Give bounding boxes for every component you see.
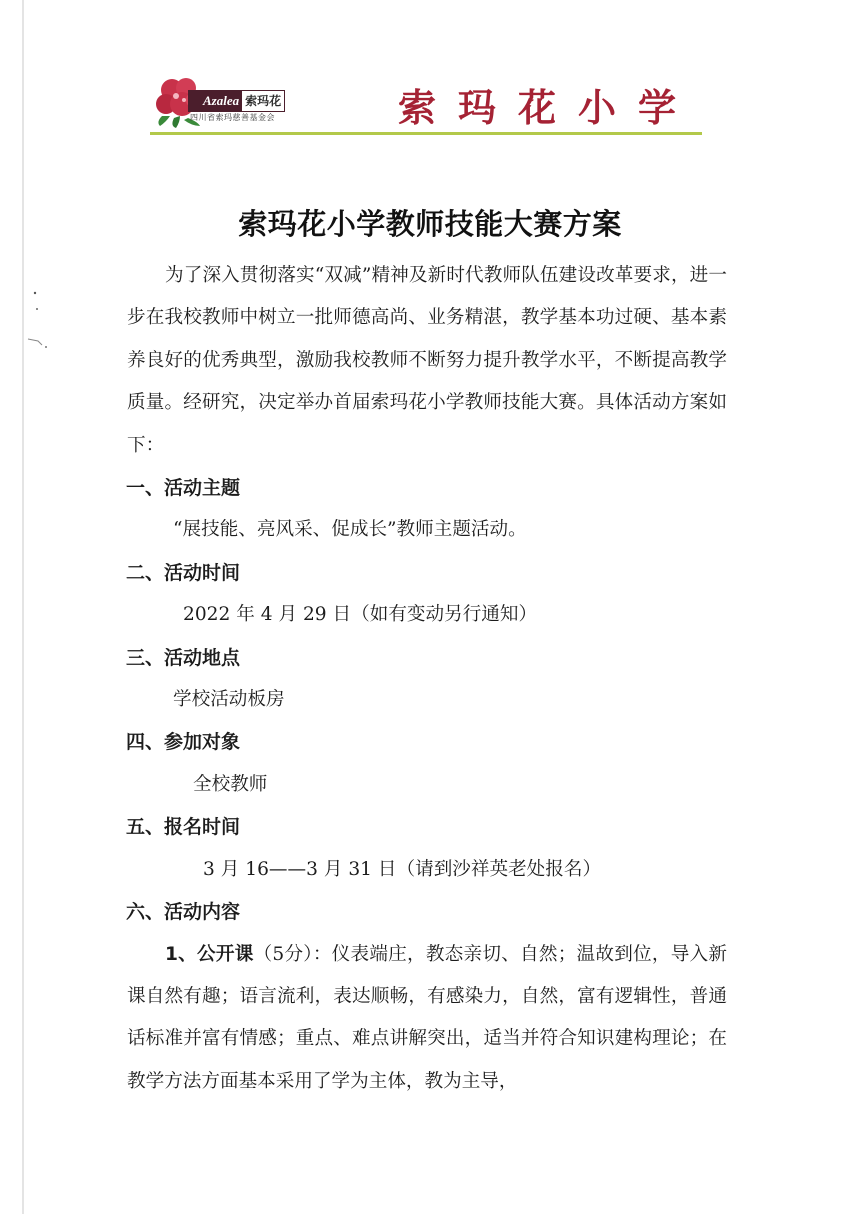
section-heading-content: 六、活动内容 xyxy=(126,901,241,924)
section-heading-participants: 四、参加对象 xyxy=(126,731,241,754)
logo-foundation-name: 四川省索玛慈善基金会 xyxy=(190,113,275,122)
section-text-place: 学校活动板房 xyxy=(173,689,285,711)
content-item-score: （5分） xyxy=(253,943,313,965)
scan-specks xyxy=(24,285,64,365)
section-text-theme: “展技能、亮风采、促成长”教师主题活动。 xyxy=(173,519,527,541)
section-heading-place: 三、活动地点 xyxy=(126,646,241,669)
logo-brand-chinese: 索玛花 xyxy=(242,91,284,111)
scan-page-edge xyxy=(22,0,24,1214)
school-logo xyxy=(150,72,295,130)
section-heading-registration: 五、报名时间 xyxy=(126,816,241,839)
content-item-open-class xyxy=(127,934,727,1104)
section-text-registration: 3 月 16——3 月 31 日（请到沙祥英老处报名） xyxy=(203,858,602,880)
logo-brand-english: Azalea xyxy=(189,91,242,111)
section-heading-time: 二、活动时间 xyxy=(126,561,241,584)
section-heading-theme: 一、活动主题 xyxy=(126,477,241,500)
section-text-participants: 全校教师 xyxy=(193,773,268,795)
school-name: 索玛花小学 xyxy=(397,85,698,130)
letterhead xyxy=(150,70,702,142)
letterhead-rule xyxy=(150,132,702,135)
section-text-time: 2022 年 4 月 29 日（如有变动另行通知） xyxy=(183,604,538,626)
intro-paragraph: 为了深入贯彻落实“双减”精神及新时代教师队伍建设改革要求，进一步在我校教师中树立一批师德高尚、业务精湛，教学基本功过硬、基本素养良好的优秀典型，激励我校教师不断努力提升教学水平，不断提高教学质量。经研究，决定举办首届索玛花小学教师技能大赛。具体活动方案如下： xyxy=(127,265,727,456)
document-title: 索玛花小学教师技能大赛方案 xyxy=(238,207,622,242)
document-body xyxy=(127,255,727,1103)
content-item-lead: 1、公开课 xyxy=(165,943,254,965)
content-item-text: ：仪表端庄，教态亲切、自然；温故到位，导入新课自然有趣；语言流利，表达顺畅，有感染力，自然，富有逻辑性，普通话标准并富有情感；重点、难点讲解突出，适当并符合知识建构理论；在教学方法方面基本采用了学为主体，教为主导， xyxy=(127,943,727,1092)
logo-brand-band xyxy=(188,90,285,112)
